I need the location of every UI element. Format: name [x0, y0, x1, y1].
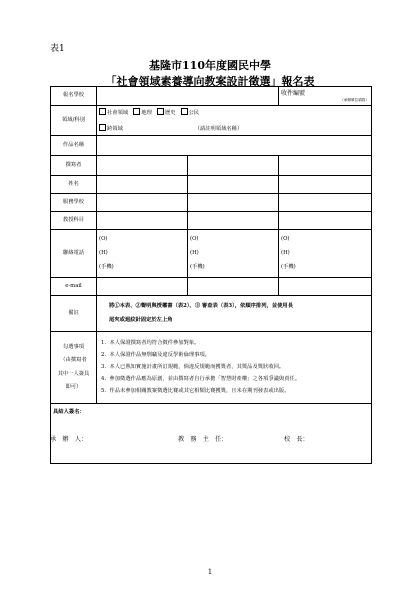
name-label: 姓名	[51, 176, 97, 194]
service-school-1[interactable]	[97, 194, 188, 212]
page-number: 1	[207, 568, 213, 576]
work-name-label: 作品名稱	[51, 136, 97, 156]
school-field[interactable]	[97, 87, 279, 106]
email-label: e-mail	[51, 278, 97, 296]
author-1[interactable]	[97, 156, 188, 176]
service-school-label: 服務學校	[51, 194, 97, 212]
option-history: 歷史	[164, 110, 176, 117]
phone-1[interactable]: (O) (H) (手機)	[97, 230, 188, 278]
option-social: 社會領域	[107, 110, 129, 117]
registration-form-table	[50, 86, 372, 464]
domain-field	[97, 106, 372, 136]
service-school-2[interactable]	[188, 194, 279, 212]
signature-field[interactable]: 具結人簽名：	[51, 404, 372, 464]
service-school-3[interactable]	[279, 194, 372, 212]
cross-domain-hint: （請註明領域名稱）	[194, 125, 243, 132]
pledge-item-4: 4. 參加徵選作品應為原創，並由撰寫者自行承擔「智慧財產權」之各項爭議與責任。	[101, 376, 301, 383]
serial-label: 收件編號	[281, 89, 306, 97]
author-2[interactable]	[188, 156, 279, 176]
director-label: 教 務 主 任：	[178, 436, 228, 443]
pledge-item-3: 3. 本人已熟知實施計畫所訂規範，倘違反規範而獲獎者，其獎品及獎狀收回。	[101, 363, 285, 370]
pledge-item-5: 5. 作品未參加相關教案徵選比賽或其它相類比賽獲獎，且未在期刊發表或出版。	[101, 388, 290, 395]
pledge-item-2: 2. 本人保證作品無剽竊及違反學術倫理事項。	[101, 351, 211, 358]
work-name-field[interactable]	[97, 136, 372, 156]
domain-label: 領域/科別	[51, 106, 97, 136]
subject-label: 教授科目	[51, 212, 97, 230]
title-line-1: 基隆市110年度國民中學	[149, 59, 271, 72]
option-civics: 公民	[188, 110, 200, 117]
serial-note: （承辦單位填寫）	[340, 97, 369, 102]
pledge-item-1: 1. 本人保證撰寫者均符合徵件參加對象。	[101, 339, 200, 346]
subject-2[interactable]	[188, 212, 279, 230]
principal-label: 校 長：	[284, 436, 309, 443]
remarks-text: 將①本表、②聲明與授權書（表2）、③ 審查表（表3），依順序排列，並使用長 尾夾或迴紋針固定於左上角	[97, 296, 372, 332]
checkbox-cross-domain[interactable]	[99, 124, 106, 131]
school-label: 報名學校	[51, 87, 97, 106]
pledge-items	[97, 332, 372, 404]
subject-1[interactable]	[97, 212, 188, 230]
checkbox-social[interactable]	[99, 108, 106, 115]
name-3[interactable]	[279, 176, 372, 194]
checkbox-civics[interactable]	[181, 108, 188, 115]
pledge-label: 勾選事項 （由撰寫者 其中一人簽具 即可）	[51, 332, 97, 404]
phone-2[interactable]: (O) (H) (手機)	[188, 230, 279, 278]
author-label: 撰寫者	[51, 156, 97, 176]
checkbox-geography[interactable]	[133, 108, 140, 115]
option-geography: 地理	[141, 110, 152, 117]
serial-cell	[279, 87, 372, 106]
email-1[interactable]	[97, 278, 188, 296]
title-line-2: 「社會領域素養導向教案設計徵選」報名表	[105, 75, 315, 88]
phone-3[interactable]: (O) (H) (手機)	[279, 230, 372, 278]
phone-label: 聯絡電話	[51, 230, 97, 278]
remarks-label: 備註	[51, 296, 97, 332]
name-1[interactable]	[97, 176, 188, 194]
name-2[interactable]	[188, 176, 279, 194]
form-number: 表1	[50, 44, 65, 54]
author-3[interactable]	[279, 156, 372, 176]
undertaker-label: 承 辦 人：	[50, 436, 88, 443]
option-cross-domain: 跨領域	[107, 125, 123, 132]
checkbox-history[interactable]	[157, 108, 164, 115]
subject-3[interactable]	[279, 212, 372, 230]
email-2[interactable]	[188, 278, 279, 296]
email-3[interactable]	[279, 278, 372, 296]
